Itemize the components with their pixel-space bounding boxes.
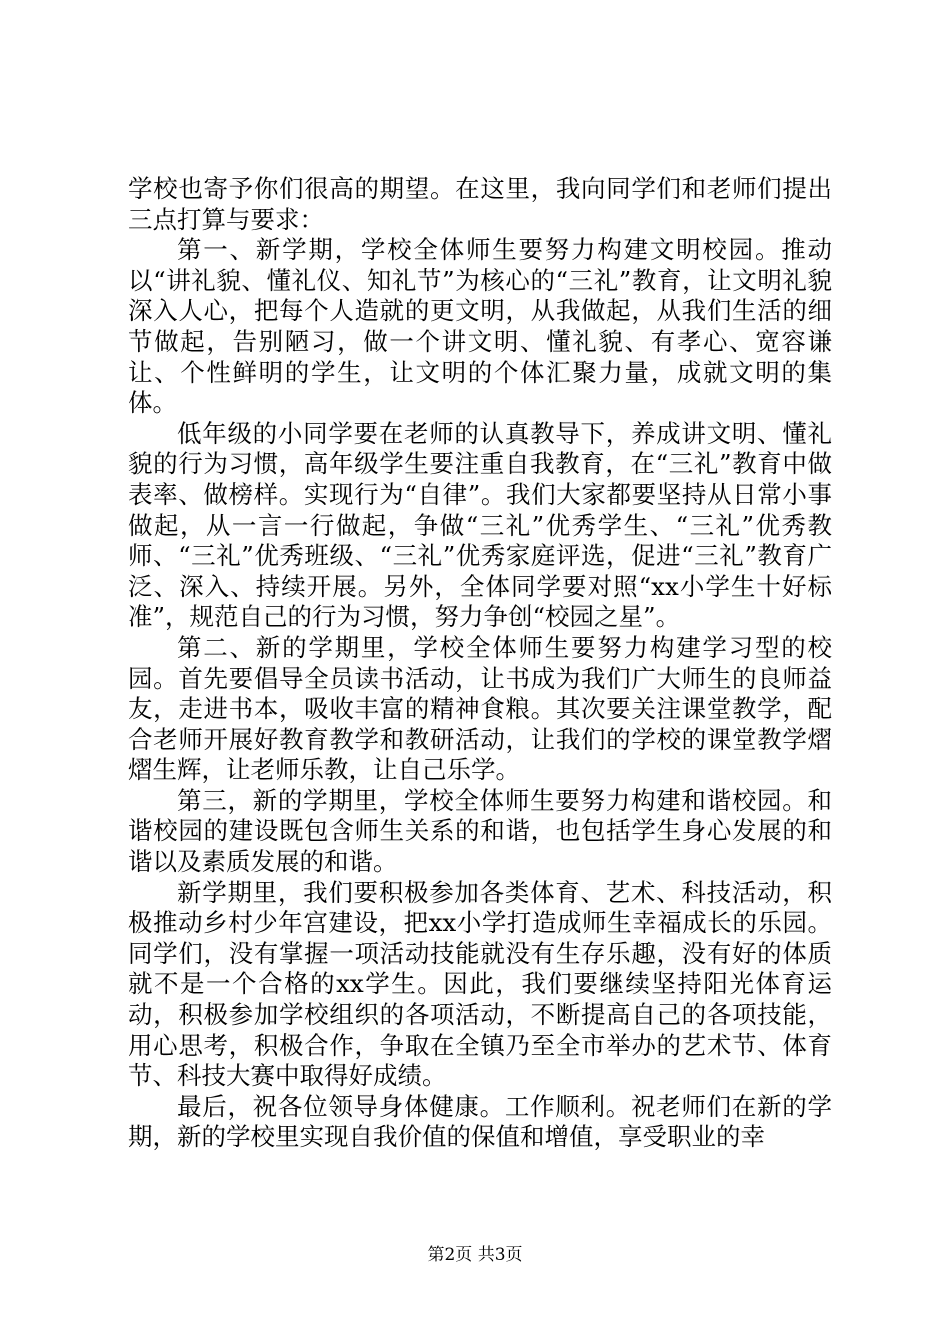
- page-number-footer: 第2页 共3页: [427, 1245, 523, 1265]
- paragraph-harmonious-campus: 第三，新的学期里，学校全体师生要努力构建和谐校园。和谐校园的建设既包含师生关系的和谐，也包括学生身心发展的和谐以及素质发展的和谐。: [128, 785, 832, 877]
- paragraph-continued: 学校也寄予你们很高的期望。在这里，我向同学们和老师们提出三点打算与要求：: [128, 174, 832, 234]
- paragraph-activities: 新学期里，我们要积极参加各类体育、艺术、科技活动，积极推动乡村少年宫建设，把xx小学打造成师生幸福成长的乐园。同学们，没有掌握一项活动技能就没有生存乐趣，没有好的体质就不是一个合格的xx学生。因此，我们要继续坚持阳光体育运动，积极参加学校组织的各项活动，不断提高自己的各项技能，用心思考，积极合作，争取在全镇乃至全市举办的艺术节、体育节、科技大赛中取得好成绩。: [128, 877, 832, 1091]
- document-body: [128, 174, 832, 1153]
- paragraph-closing-wishes: 最后，祝各位领导身体健康。工作顺利。祝老师们在新的学期，新的学校里实现自我价值的保值和增值，享受职业的幸: [128, 1091, 832, 1152]
- paragraph-etiquette-habits: 低年级的小同学要在老师的认真教导下，养成讲文明、懂礼貌的行为习惯，高年级学生要注重自我教育，在“三礼”教育中做表率、做榜样。实现行为“自律”。我们大家都要坚持从日常小事做起，从一言一行做起，争做“三礼”优秀学生、“三礼”优秀教师、“三礼”优秀班级、“三礼”优秀家庭评选，促进“三礼”教育广泛、深入、持续开展。另外，全体同学要对照“xx小学生十好标准”，规范自己的行为习惯，努力争创“校园之星”。: [128, 418, 832, 632]
- paragraph-civilized-campus: 第一、新学期，学校全体师生要努力构建文明校园。推动以“讲礼貌、懂礼仪、知礼节”为核心的“三礼”教育，让文明礼貌深入人心，把每个人造就的更文明，从我做起，从我们生活的细节做起，告别陋习，做一个讲文明、懂礼貌、有孝心、宽容谦让、个性鲜明的学生，让文明的个体汇聚力量，成就文明的集体。: [128, 235, 832, 418]
- paragraph-learning-campus: 第二、新的学期里，学校全体师生要努力构建学习型的校园。首先要倡导全员读书活动，让书成为我们广大师生的良师益友，走进书本，吸收丰富的精神食粮。其次要关注课堂教学，配合老师开展好教育教学和教研活动，让我们的学校的课堂教学熠熠生辉，让老师乐教，让自己乐学。: [128, 632, 832, 785]
